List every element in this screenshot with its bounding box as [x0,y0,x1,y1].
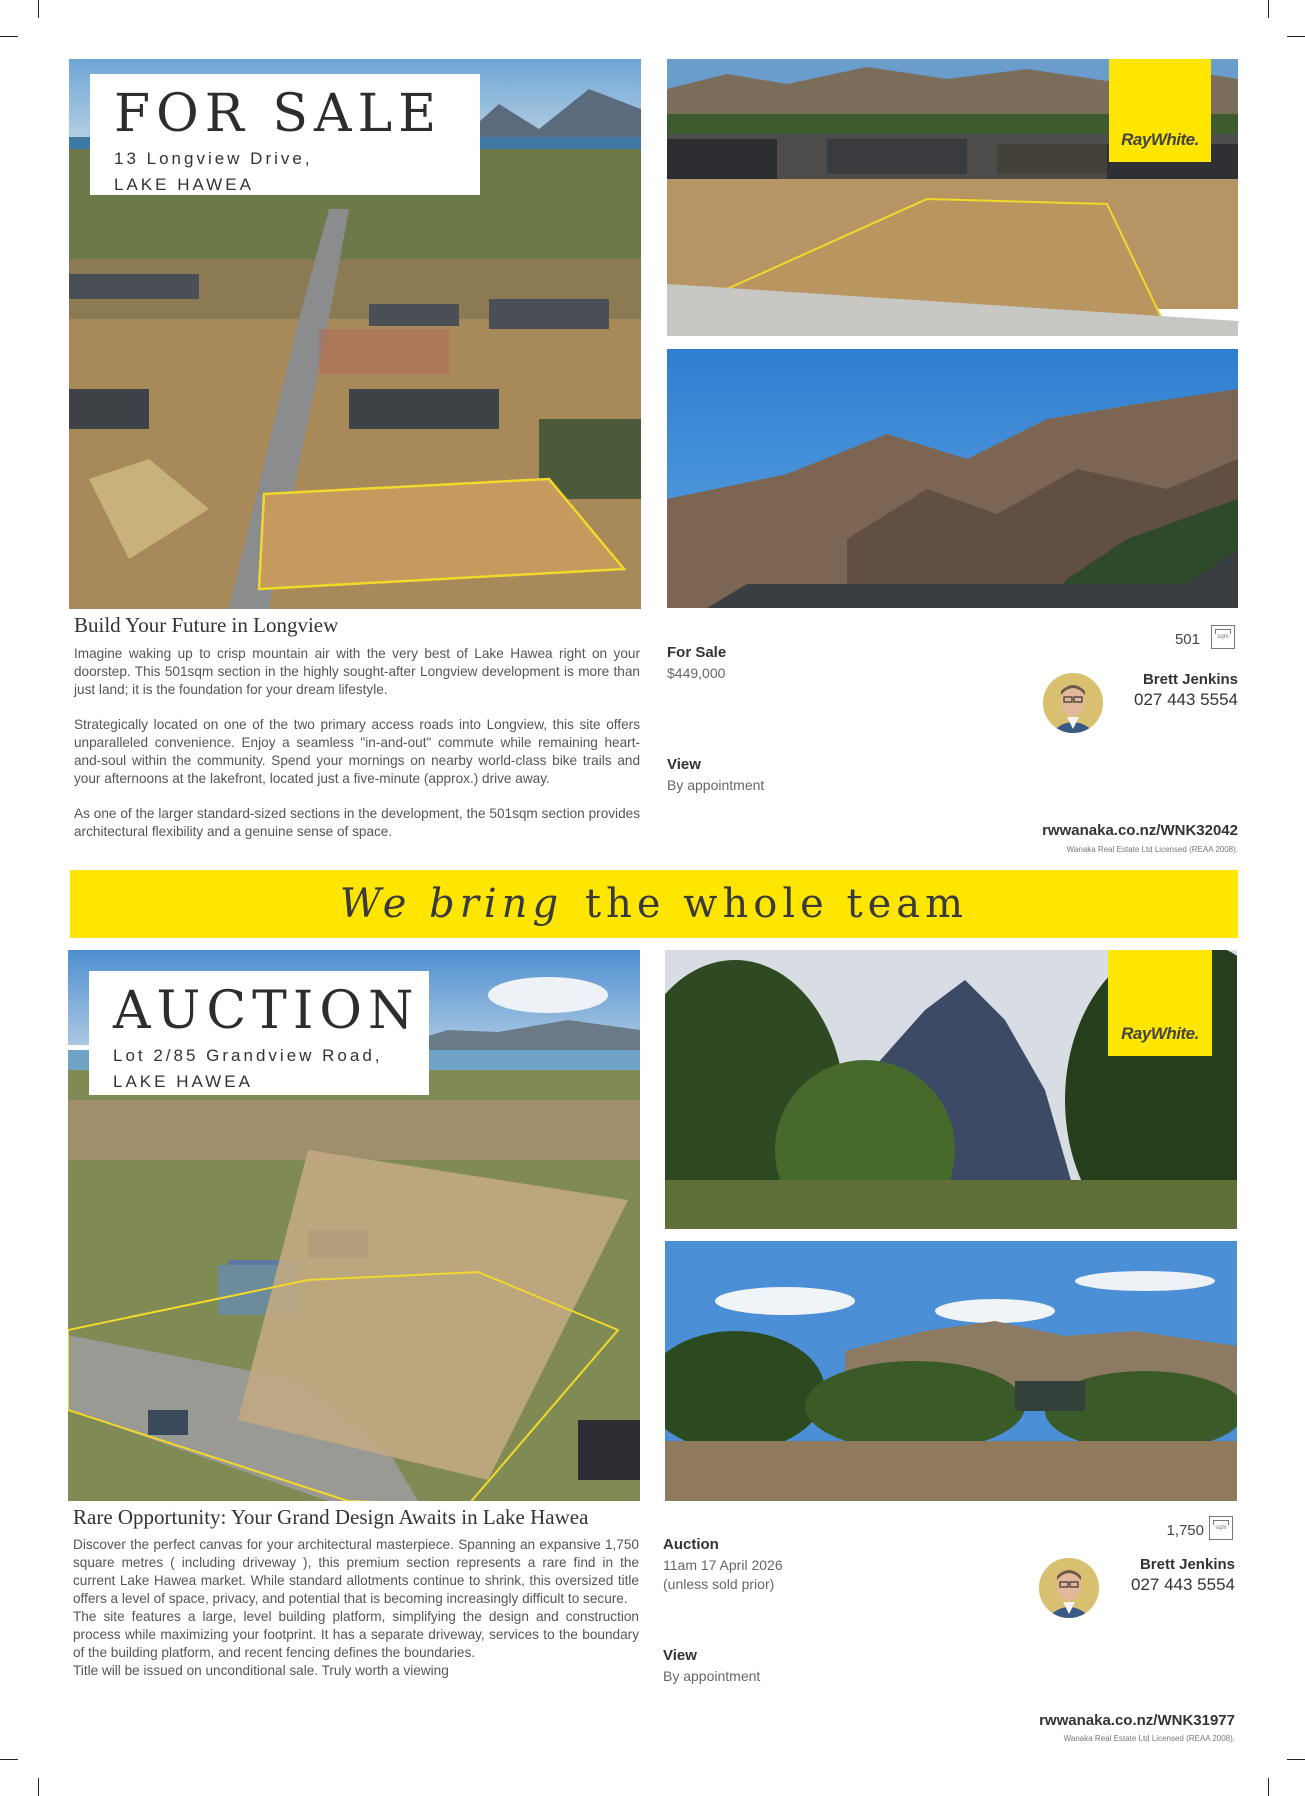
crop-mark [1268,0,1269,18]
agent-phone: 027 443 5554 [1134,690,1238,709]
slogan-rest: the whole team [585,881,969,927]
land-area-icon: sqm [1209,1516,1233,1540]
land-area-value: 501 [1174,631,1200,648]
land-area-icon: sqm [1211,625,1235,649]
listing-description [73,1536,639,1680]
raywhite-logo-text: RayWhite. [1121,1024,1199,1043]
crop-mark [1287,1759,1305,1760]
address-line-1: Lot 2/85 Grandview Road, [113,1046,383,1065]
crop-mark [1287,36,1305,37]
method-label: Auction [663,1536,719,1553]
slogan-banner [70,870,1238,938]
auction-note: (unless sold prior) [663,1576,775,1592]
description-paragraph: Title will be issued on unconditional sale. Truly worth a viewing [73,1663,449,1678]
agent-phone: 027 443 5554 [1131,1575,1235,1594]
description-paragraph: Strategically located on one of the two primary access roads into Longview, this site offers unparalleled convenience. Enjoy a seamless "in-and-out" commute while remaining heart-and-soul within the community. Spend your mornings on nearby world-class bike trails and your afternoons at the lakefront, located just a five-minute (approx.) drive away. [74,717,640,786]
raywhite-logo-text: RayWhite. [1121,130,1199,149]
crop-mark [0,36,18,37]
agent-name: Brett Jenkins [1142,671,1238,688]
listing-web-reference[interactable]: rwwanaka.co.nz/WNK31977 [1039,1712,1235,1729]
description-paragraph: Imagine waking up to crisp mountain air with the very best of Lake Hawea right on your doorstep. This 501sqm section in the highly sought-after Longview development is more than just land; it is the foundation for your dream lifestyle. [74,646,640,697]
auction-date: 11am 17 April 2026 [663,1557,783,1573]
raywhite-logo [1109,59,1211,162]
crop-mark [38,0,39,18]
slogan-italic: We bring [339,881,564,927]
view-label: View [663,1647,697,1664]
crop-mark [1268,1778,1269,1796]
sale-type-heading: AUCTION [113,981,420,1041]
crop-mark [38,1778,39,1796]
view-value: By appointment [667,777,765,793]
license-notice: Wanaka Real Estate Ltd Licensed (REAA 2008). [1066,845,1238,854]
price-value: $449,000 [667,665,726,681]
sale-type-label-box [90,74,480,195]
agent-name: Brett Jenkins [1139,1556,1235,1573]
crop-mark [0,1759,18,1760]
mountain-view-photo [667,349,1238,608]
raywhite-logo [1108,950,1212,1056]
description-paragraph: Discover the perfect canvas for your architectural masterpiece. Spanning an expansive 1,750 square metres ( including driveway ), this premium section represents a rare find in the current Lake Hawea market. While standard allotments continue to shrink, this oversized title offers a level of space, privacy, and potential that is becoming increasingly difficult to secure. [73,1537,639,1606]
listing-description [74,645,640,858]
section-bush-photo [665,1241,1237,1501]
description-paragraph: The site features a large, level building platform, simplifying the design and construction process while maximizing your footprint. It has a separate driveway, services to the boundary of the building platform, and recent fencing defines the boundaries. [73,1609,639,1660]
view-value: By appointment [663,1668,761,1684]
license-notice: Wanaka Real Estate Ltd Licensed (REAA 2008). [1063,1734,1235,1743]
address-line-1: 13 Longview Drive, [114,149,313,168]
method-label: For Sale [667,644,727,661]
address-line-2: LAKE HAWEA [113,1072,253,1091]
listing-web-reference[interactable]: rwwanaka.co.nz/WNK32042 [1042,822,1238,839]
listing-headline: Build Your Future in Longview [74,613,339,637]
view-label: View [667,756,701,773]
description-paragraph: As one of the larger standard-sized sections in the development, the 501sqm section provides architectural flexibility and a genuine sense of space. [74,806,640,839]
sale-type-heading: FOR SALE [114,84,443,144]
address-line-2: LAKE HAWEA [114,175,254,194]
sale-type-label-box [89,971,429,1095]
land-area-value: 1,750 [1166,1522,1204,1539]
listing-headline: Rare Opportunity: Your Grand Design Awaits in Lake Hawea [73,1505,589,1529]
